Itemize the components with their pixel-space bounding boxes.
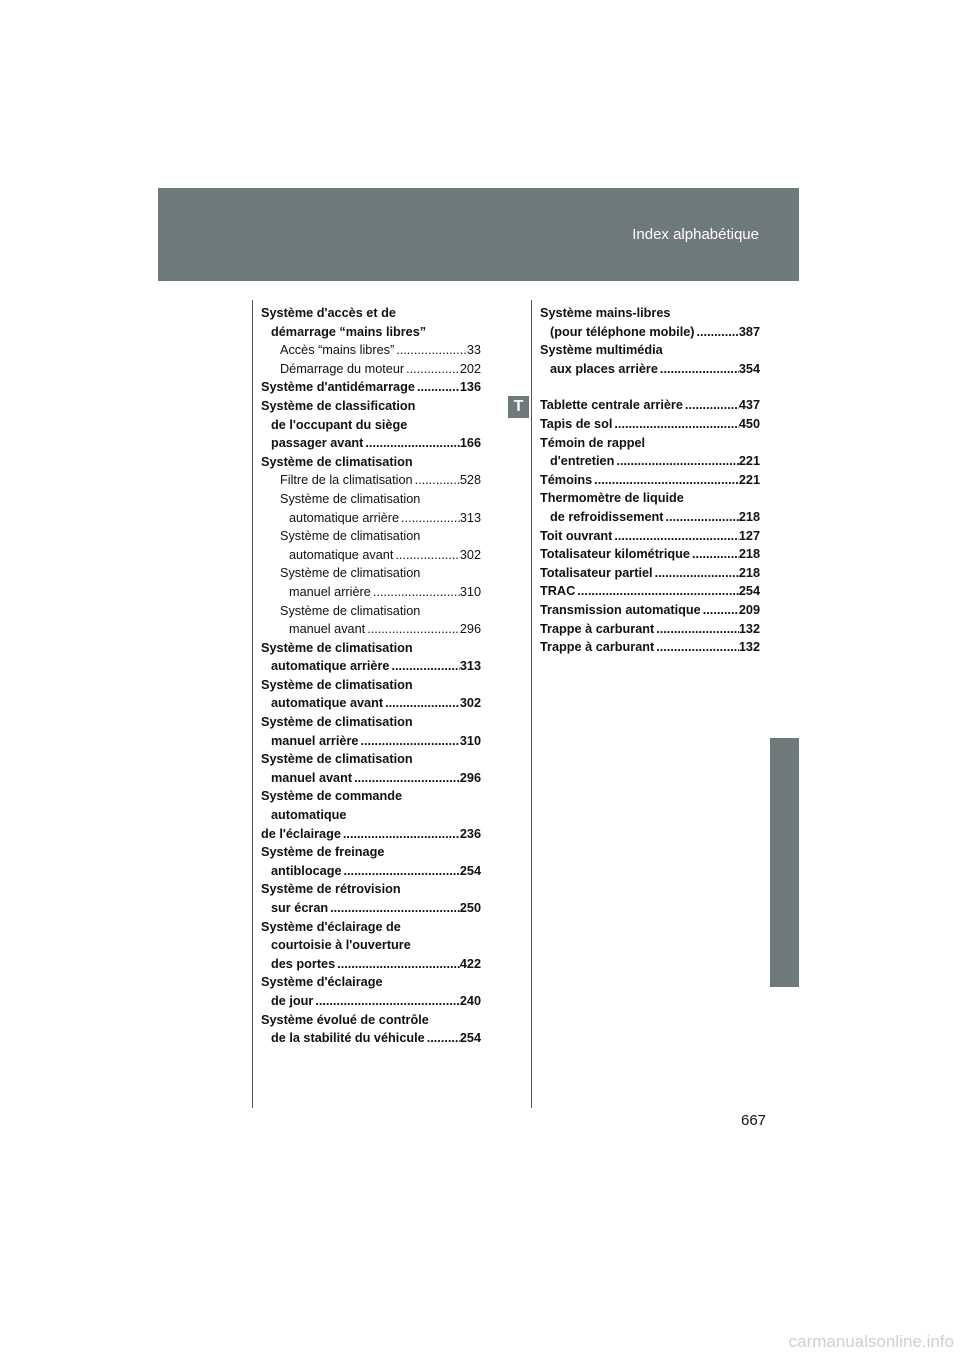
entry-line bbox=[261, 639, 481, 658]
entry-line bbox=[261, 880, 481, 899]
index-entry bbox=[261, 397, 481, 453]
entry-text: Système de climatisation bbox=[261, 454, 413, 469]
index-entry bbox=[540, 341, 760, 378]
entry-text: Filtre de la climatisation bbox=[280, 473, 413, 488]
page-reference[interactable]: 218 bbox=[738, 547, 760, 562]
entry-line bbox=[261, 713, 481, 732]
entry-line bbox=[261, 694, 481, 713]
entry-line bbox=[261, 583, 481, 602]
dot-leader bbox=[575, 582, 739, 601]
entry-line bbox=[261, 955, 481, 974]
entry-text: automatique arrière bbox=[271, 659, 390, 674]
entry-line bbox=[540, 564, 760, 583]
entry-text: de l'éclairage bbox=[261, 826, 341, 841]
entry-text: Système d'antidémarrage bbox=[261, 380, 415, 395]
index-entry bbox=[540, 396, 760, 415]
entry-text: Totalisateur kilométrique bbox=[540, 547, 690, 562]
entry-text: de refroidissement bbox=[550, 509, 664, 524]
dot-leader bbox=[352, 769, 460, 788]
entry-line bbox=[261, 360, 481, 379]
page-reference[interactable]: 221 bbox=[738, 472, 760, 487]
index-entry bbox=[261, 378, 481, 397]
entry-text: Témoin de rappel bbox=[540, 435, 646, 450]
dot-leader bbox=[365, 620, 460, 639]
page-reference[interactable]: 254 bbox=[459, 1031, 481, 1046]
index-subentry bbox=[261, 602, 481, 639]
entry-text: de l'occupant du siège bbox=[271, 417, 408, 432]
letter-tab: T bbox=[508, 396, 529, 418]
entry-text: Système de commande bbox=[261, 789, 403, 804]
dot-leader bbox=[592, 471, 739, 490]
dot-leader bbox=[341, 825, 460, 844]
entry-text: aux places arrière bbox=[550, 361, 658, 376]
index-entry bbox=[540, 545, 760, 564]
entry-line bbox=[540, 638, 760, 657]
entry-text: Tapis de sol bbox=[540, 416, 613, 431]
entry-line bbox=[261, 787, 481, 806]
dot-leader bbox=[399, 509, 460, 528]
page-reference[interactable]: 132 bbox=[738, 621, 760, 636]
entry-text: Système de classification bbox=[261, 398, 416, 413]
entry-line bbox=[540, 582, 760, 601]
index-entry bbox=[540, 415, 760, 434]
watermark: carmanualsonline.info bbox=[788, 1332, 954, 1351]
dot-leader bbox=[358, 732, 459, 751]
entry-line bbox=[261, 304, 481, 323]
index-entry bbox=[261, 973, 481, 1010]
page-reference[interactable]: 450 bbox=[738, 416, 760, 431]
entry-text: Système de climatisation bbox=[261, 640, 413, 655]
entry-text: (pour téléphone mobile) bbox=[550, 324, 695, 339]
header-band bbox=[158, 188, 799, 281]
entry-line bbox=[261, 378, 481, 397]
index-entry bbox=[261, 676, 481, 713]
index-entry bbox=[261, 453, 481, 472]
index-subentry bbox=[261, 490, 481, 527]
section-title: Index alphabétique bbox=[632, 226, 759, 243]
entry-text: manuel avant bbox=[271, 770, 353, 785]
dot-leader bbox=[658, 360, 739, 379]
index-subentry bbox=[261, 564, 481, 601]
dot-leader bbox=[394, 341, 467, 360]
entry-text: Système de climatisation bbox=[261, 677, 413, 692]
entry-line bbox=[540, 304, 760, 323]
entry-line bbox=[540, 396, 760, 415]
index-entry bbox=[261, 918, 481, 974]
entry-line bbox=[261, 992, 481, 1011]
entry-line bbox=[540, 360, 760, 379]
dot-leader bbox=[701, 601, 739, 620]
index-subentry bbox=[261, 360, 481, 379]
dot-leader bbox=[653, 564, 739, 583]
entry-line bbox=[261, 323, 481, 342]
entry-line bbox=[540, 415, 760, 434]
dot-leader bbox=[683, 396, 739, 415]
entry-line bbox=[540, 452, 760, 471]
entry-line bbox=[261, 806, 481, 825]
index-entry bbox=[540, 489, 760, 526]
dot-leader bbox=[415, 378, 460, 397]
dot-leader bbox=[654, 620, 739, 639]
entry-text: Accès “mains libres” bbox=[280, 343, 395, 358]
entry-text: de jour bbox=[271, 993, 314, 1008]
index-entry bbox=[540, 471, 760, 490]
entry-text: démarrage “mains libres” bbox=[271, 324, 427, 339]
entry-line bbox=[540, 620, 760, 639]
entry-line bbox=[261, 657, 481, 676]
index-entry bbox=[261, 787, 481, 843]
page-reference[interactable]: 218 bbox=[738, 509, 760, 524]
index-entry bbox=[261, 750, 481, 787]
entry-line bbox=[540, 434, 760, 453]
entry-text: Transmission automatique bbox=[540, 602, 701, 617]
entry-text: automatique arrière bbox=[289, 510, 400, 525]
entry-line bbox=[261, 416, 481, 435]
entry-line bbox=[540, 601, 760, 620]
page-reference[interactable]: 136 bbox=[459, 380, 481, 395]
dot-leader bbox=[612, 415, 738, 434]
index-entry bbox=[540, 582, 760, 601]
page-reference[interactable]: 528 bbox=[459, 473, 481, 488]
index-entry bbox=[540, 601, 760, 620]
page-reference[interactable]: 302 bbox=[459, 696, 481, 711]
index-entry bbox=[540, 434, 760, 471]
entry-line bbox=[261, 397, 481, 416]
entry-text: Toit ouvrant bbox=[540, 528, 613, 543]
page-reference[interactable]: 202 bbox=[459, 361, 481, 376]
dot-leader bbox=[335, 955, 460, 974]
index-entry bbox=[261, 713, 481, 750]
index-entry bbox=[540, 620, 760, 639]
entry-line bbox=[261, 564, 481, 583]
entry-text: Thermomètre de liquide bbox=[540, 491, 684, 506]
page-reference[interactable]: 296 bbox=[459, 770, 481, 785]
entry-line bbox=[540, 508, 760, 527]
entry-text: manuel arrière bbox=[271, 733, 359, 748]
page-reference[interactable]: 310 bbox=[459, 733, 481, 748]
index-entry bbox=[261, 639, 481, 676]
entry-text: automatique bbox=[271, 808, 347, 823]
entry-line bbox=[261, 936, 481, 955]
entry-line bbox=[261, 602, 481, 621]
entry-text: antiblocage bbox=[271, 863, 342, 878]
dot-leader bbox=[383, 694, 460, 713]
index-entry bbox=[540, 527, 760, 546]
dot-leader bbox=[342, 862, 460, 881]
entry-line bbox=[261, 769, 481, 788]
page-reference[interactable]: 221 bbox=[738, 454, 760, 469]
entry-line bbox=[261, 1029, 481, 1048]
index-entry bbox=[261, 304, 481, 341]
entry-line bbox=[261, 546, 481, 565]
entry-text: passager avant bbox=[271, 436, 364, 451]
entry-text: automatique avant bbox=[271, 696, 384, 711]
entry-line bbox=[261, 341, 481, 360]
page-reference[interactable]: 33 bbox=[466, 343, 481, 358]
entry-text: Système de rétrovision bbox=[261, 882, 401, 897]
page-reference[interactable]: 437 bbox=[738, 398, 760, 413]
entry-text: de la stabilité du véhicule bbox=[271, 1031, 425, 1046]
page-reference[interactable]: 387 bbox=[738, 324, 760, 339]
entry-line bbox=[261, 490, 481, 509]
entry-text: Système d'éclairage bbox=[261, 975, 383, 990]
page-reference[interactable]: 254 bbox=[738, 584, 760, 599]
entry-spacer bbox=[540, 378, 760, 396]
entry-text: courtoisie à l'ouverture bbox=[271, 938, 411, 953]
page-reference[interactable]: 218 bbox=[738, 565, 760, 580]
page-reference[interactable]: 132 bbox=[738, 640, 760, 655]
entry-line bbox=[261, 732, 481, 751]
entry-text: Système de climatisation bbox=[280, 491, 421, 506]
entry-text: Système de climatisation bbox=[280, 529, 421, 544]
entry-line bbox=[540, 489, 760, 508]
entry-text: Système de climatisation bbox=[280, 566, 421, 581]
page-reference[interactable]: 354 bbox=[738, 361, 760, 376]
index-entry bbox=[540, 304, 760, 341]
dot-leader bbox=[425, 1029, 460, 1048]
page-reference[interactable]: 127 bbox=[738, 528, 760, 543]
page-number: 667 bbox=[741, 1112, 767, 1129]
page-reference[interactable]: 166 bbox=[459, 436, 481, 451]
index-column-left bbox=[261, 304, 481, 1048]
entry-line bbox=[261, 453, 481, 472]
side-thumb-tab bbox=[770, 738, 799, 987]
entry-text: Système multimédia bbox=[540, 343, 663, 358]
dot-leader bbox=[371, 583, 460, 602]
entry-line bbox=[261, 434, 481, 453]
entry-line bbox=[261, 1011, 481, 1030]
middle-column-rule bbox=[531, 300, 532, 1108]
index-entry bbox=[261, 1011, 481, 1048]
entry-line bbox=[540, 341, 760, 360]
entry-line bbox=[261, 843, 481, 862]
entry-line bbox=[261, 825, 481, 844]
entry-line bbox=[261, 899, 481, 918]
entry-text: Système d'éclairage de bbox=[261, 919, 401, 934]
entry-line bbox=[261, 509, 481, 528]
dot-leader bbox=[404, 360, 460, 379]
entry-text: Témoins bbox=[540, 472, 593, 487]
entry-text: manuel arrière bbox=[289, 584, 371, 599]
index-entry bbox=[540, 564, 760, 583]
index-entry bbox=[261, 880, 481, 917]
index-column-right bbox=[540, 304, 760, 657]
entry-text: Totalisateur partiel bbox=[540, 565, 653, 580]
dot-leader bbox=[389, 657, 459, 676]
page-reference[interactable]: 310 bbox=[459, 584, 481, 599]
entry-text: Trappe à carburant bbox=[540, 640, 655, 655]
entry-line bbox=[261, 918, 481, 937]
entry-line bbox=[540, 527, 760, 546]
entry-line bbox=[261, 471, 481, 490]
entry-text: sur écran bbox=[271, 901, 329, 915]
page-reference[interactable]: 296 bbox=[459, 622, 481, 637]
page-reference[interactable]: 250 bbox=[459, 901, 481, 915]
page-reference[interactable]: 240 bbox=[459, 993, 481, 1008]
dot-leader bbox=[612, 527, 738, 546]
entry-text: Trappe à carburant bbox=[540, 621, 655, 636]
entry-text: Système de climatisation bbox=[261, 752, 413, 767]
entry-line bbox=[261, 620, 481, 639]
page-reference[interactable]: 209 bbox=[738, 602, 760, 617]
index-entry bbox=[540, 638, 760, 657]
dot-leader bbox=[690, 545, 739, 564]
entry-text: Démarrage du moteur bbox=[280, 361, 405, 376]
dot-leader bbox=[313, 992, 460, 1011]
entry-line bbox=[540, 471, 760, 490]
entry-line bbox=[261, 973, 481, 992]
entry-text: TRAC bbox=[540, 584, 576, 599]
dot-leader bbox=[328, 899, 460, 918]
page-reference[interactable]: 313 bbox=[459, 510, 481, 525]
entry-text: des portes bbox=[271, 956, 336, 971]
entry-line bbox=[261, 676, 481, 695]
dot-leader bbox=[363, 434, 459, 453]
entry-line bbox=[261, 527, 481, 546]
dot-leader bbox=[413, 471, 460, 490]
dot-leader bbox=[654, 638, 739, 657]
entry-text: d'entretien bbox=[550, 454, 615, 469]
dot-leader bbox=[695, 323, 739, 342]
dot-leader bbox=[664, 508, 739, 527]
entry-text: Système mains-libres bbox=[540, 306, 671, 320]
page-reference[interactable]: 313 bbox=[459, 659, 481, 674]
entry-line bbox=[261, 750, 481, 769]
entry-line bbox=[540, 545, 760, 564]
index-entry bbox=[261, 843, 481, 880]
entry-text: Système de climatisation bbox=[261, 715, 413, 730]
entry-text: Système d'accès et de bbox=[261, 306, 396, 320]
dot-leader bbox=[614, 452, 738, 471]
entry-text: Système de climatisation bbox=[280, 603, 421, 618]
entry-line bbox=[540, 323, 760, 342]
left-column-rule bbox=[252, 300, 253, 1108]
page-reference[interactable]: 422 bbox=[459, 956, 481, 971]
page-reference[interactable]: 302 bbox=[459, 547, 481, 562]
entry-text: manuel avant bbox=[289, 622, 366, 637]
index-subentry bbox=[261, 527, 481, 564]
page-reference[interactable]: 236 bbox=[459, 826, 481, 841]
dot-leader bbox=[393, 546, 459, 565]
entry-text: automatique avant bbox=[289, 547, 394, 562]
entry-text: Système évolué de contrôle bbox=[261, 1012, 429, 1027]
index-subentry bbox=[261, 471, 481, 490]
entry-text: Système de freinage bbox=[261, 845, 385, 860]
index-subentry bbox=[261, 341, 481, 360]
entry-text: Tablette centrale arrière bbox=[540, 398, 683, 413]
page-reference[interactable]: 254 bbox=[459, 863, 481, 878]
entry-line bbox=[261, 862, 481, 881]
